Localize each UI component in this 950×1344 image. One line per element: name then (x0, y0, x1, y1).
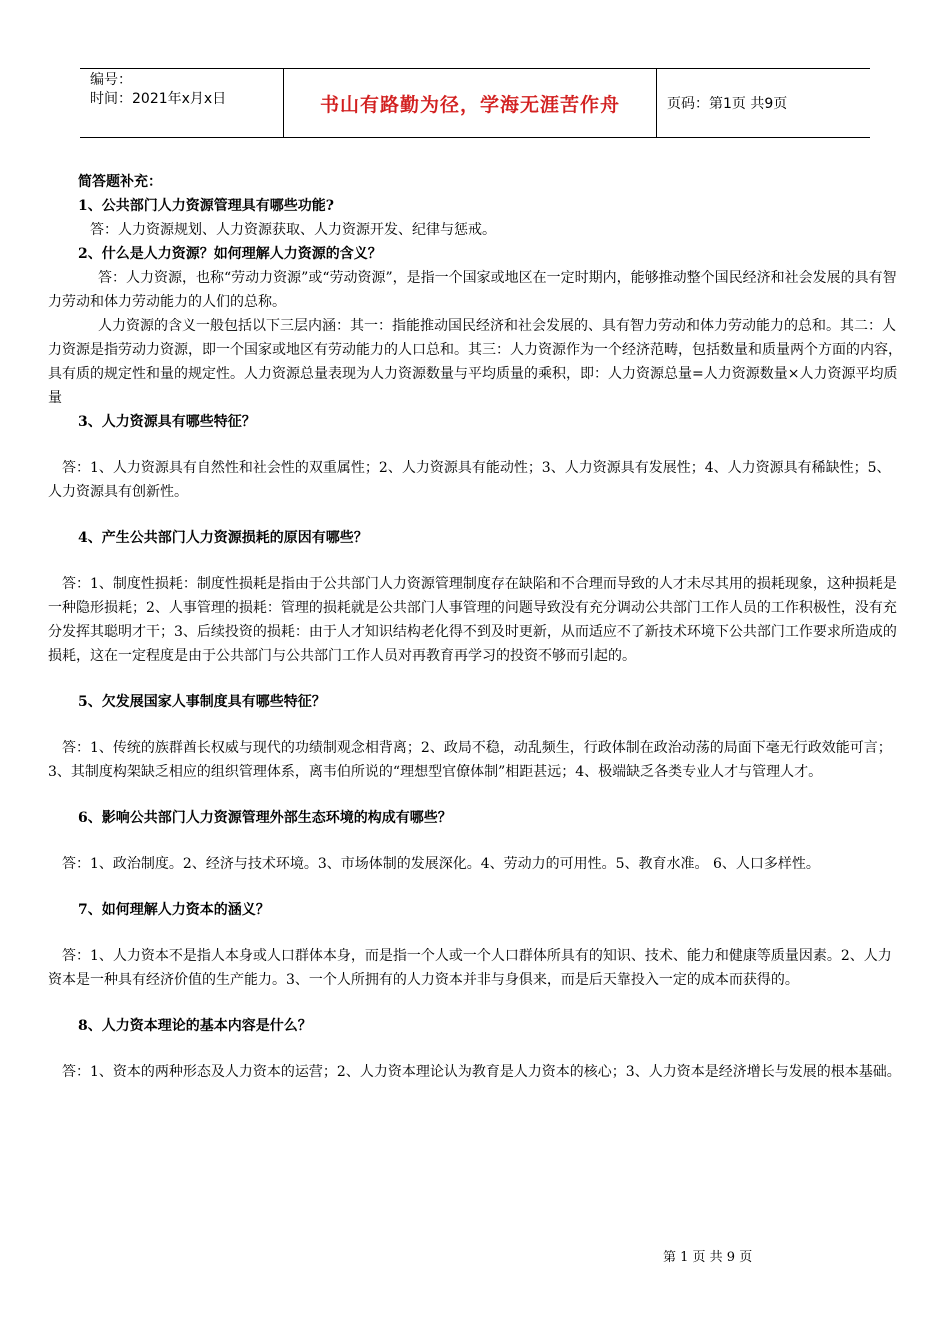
answer-2-paragraph-2: 人力资源的含义一般包括以下三层内涵：其一：指能推动国民经济和社会发展的、具有智力劳动和体力劳动能力的总和。其二：人力资源是指劳动力资源，即一个国家或地区有劳动能力的人口总和。其三：人力资源作为一个经济范畴，包括数量和质量两个方面的内容，具有质的规定性和量的规定性。人力资源总量表现为人力资源数量与平均质量的乘积，即：人力资源总量=人力资源数量×人力资源平均质量 (48, 318, 902, 406)
header-page-code: 页码：第1页 共9页 (667, 96, 788, 112)
header-meta (80, 69, 283, 137)
answer-1: 答：人力资源规划、人力资源获取、人力资源开发、纪律与惩戒。 (90, 222, 496, 238)
answer-2-paragraph-1: 答：人力资源，也称“劳动力资源”或“劳动资源”，是指一个国家或地区在一定时期内，能够推动整个国民经济和社会发展的具有智力劳动和体力劳动能力的人们的总称。 (48, 270, 897, 310)
answer-7: 答：1、人力资本不是指人本身或人口群体本身，而是指一个人或一个人口群体所具有的知识、技术、能力和健康等质量因素。2、人力资本是一种具有经济价值的生产能力。3、一个人所拥有的人力资本并非与身俱来，而是后天靠投入一定的成本而获得的。 (48, 948, 892, 988)
header-motto: 书山有路勤为径，学海无涯苦作舟 (283, 69, 657, 137)
answer-6: 答：1、政治制度。2、经济与技术环境。3、市场体制的发展深化。4、劳动力的可用性。5、教育水准。 6、人口多样性。 (62, 856, 820, 872)
section-title: 简答题补充： (78, 174, 162, 190)
answer-8: 答：1、资本的两种形态及人力资本的运营；2、人力资本理论认为教育是人力资本的核心；3、人力资本是经济增长与发展的根本基础。 (62, 1064, 901, 1080)
question-6: 6、影响公共部门人力资源管理外部生态环境的构成有哪些？ (78, 810, 452, 826)
date-line: 时间：2021年x月x日 (90, 91, 227, 107)
question-7: 7、如何理解人力资本的涵义？ (78, 902, 270, 918)
page-footer: 第 1 页 共 9 页 (663, 1250, 753, 1265)
document-body (48, 170, 903, 1084)
question-2: 2、什么是人力资源？如何理解人力资源的含义？ (78, 246, 382, 262)
question-1: 1、公共部门人力资源管理具有哪些功能? (78, 198, 334, 214)
question-8: 8、人力资本理论的基本内容是什么？ (78, 1018, 312, 1034)
answer-3: 答：1、人力资源具有自然性和社会性的双重属性；2、人力资源具有能动性；3、人力资源具有发展性；4、人力资源具有稀缺性；5、人力资源具有创新性。 (48, 460, 891, 500)
document-header (80, 68, 870, 138)
question-3: 3、人力资源具有哪些特征？ (78, 414, 256, 430)
question-4: 4、产生公共部门人力资源损耗的原因有哪些？ (78, 530, 368, 546)
number-label: 编号： (90, 72, 132, 88)
question-5: 5、欠发展国家人事制度具有哪些特征？ (78, 694, 326, 710)
answer-4: 答：1、制度性损耗：制度性损耗是指由于公共部门人力资源管理制度存在缺陷和不合理而导致的人才未尽其用的损耗现象，这种损耗是一种隐形损耗；2、人事管理的损耗：管理的损耗就是公共部门人事管理的问题导致没有充分调动公共部门工作人员的工作积极性，没有充分发挥其聪明才干；3、后续投资的损耗：由于人才知识结构老化得不到及时更新，从而适应不了新技术环境下公共部门工作要求所造成的损耗，这在一定程度是由于公共部门与公共部门工作人员对再教育再学习的投资不够而引起的。 (48, 576, 897, 664)
answer-5: 答：1、传统的族群酋长权威与现代的功绩制观念相背离；2、政局不稳，动乱频生，行政体制在政治动荡的局面下毫无行政效能可言；3、其制度构架缺乏相应的组织管理体系，离韦伯所说的“理想型官僚体制”相距甚远；4、极端缺乏各类专业人才与管理人才。 (48, 740, 892, 780)
